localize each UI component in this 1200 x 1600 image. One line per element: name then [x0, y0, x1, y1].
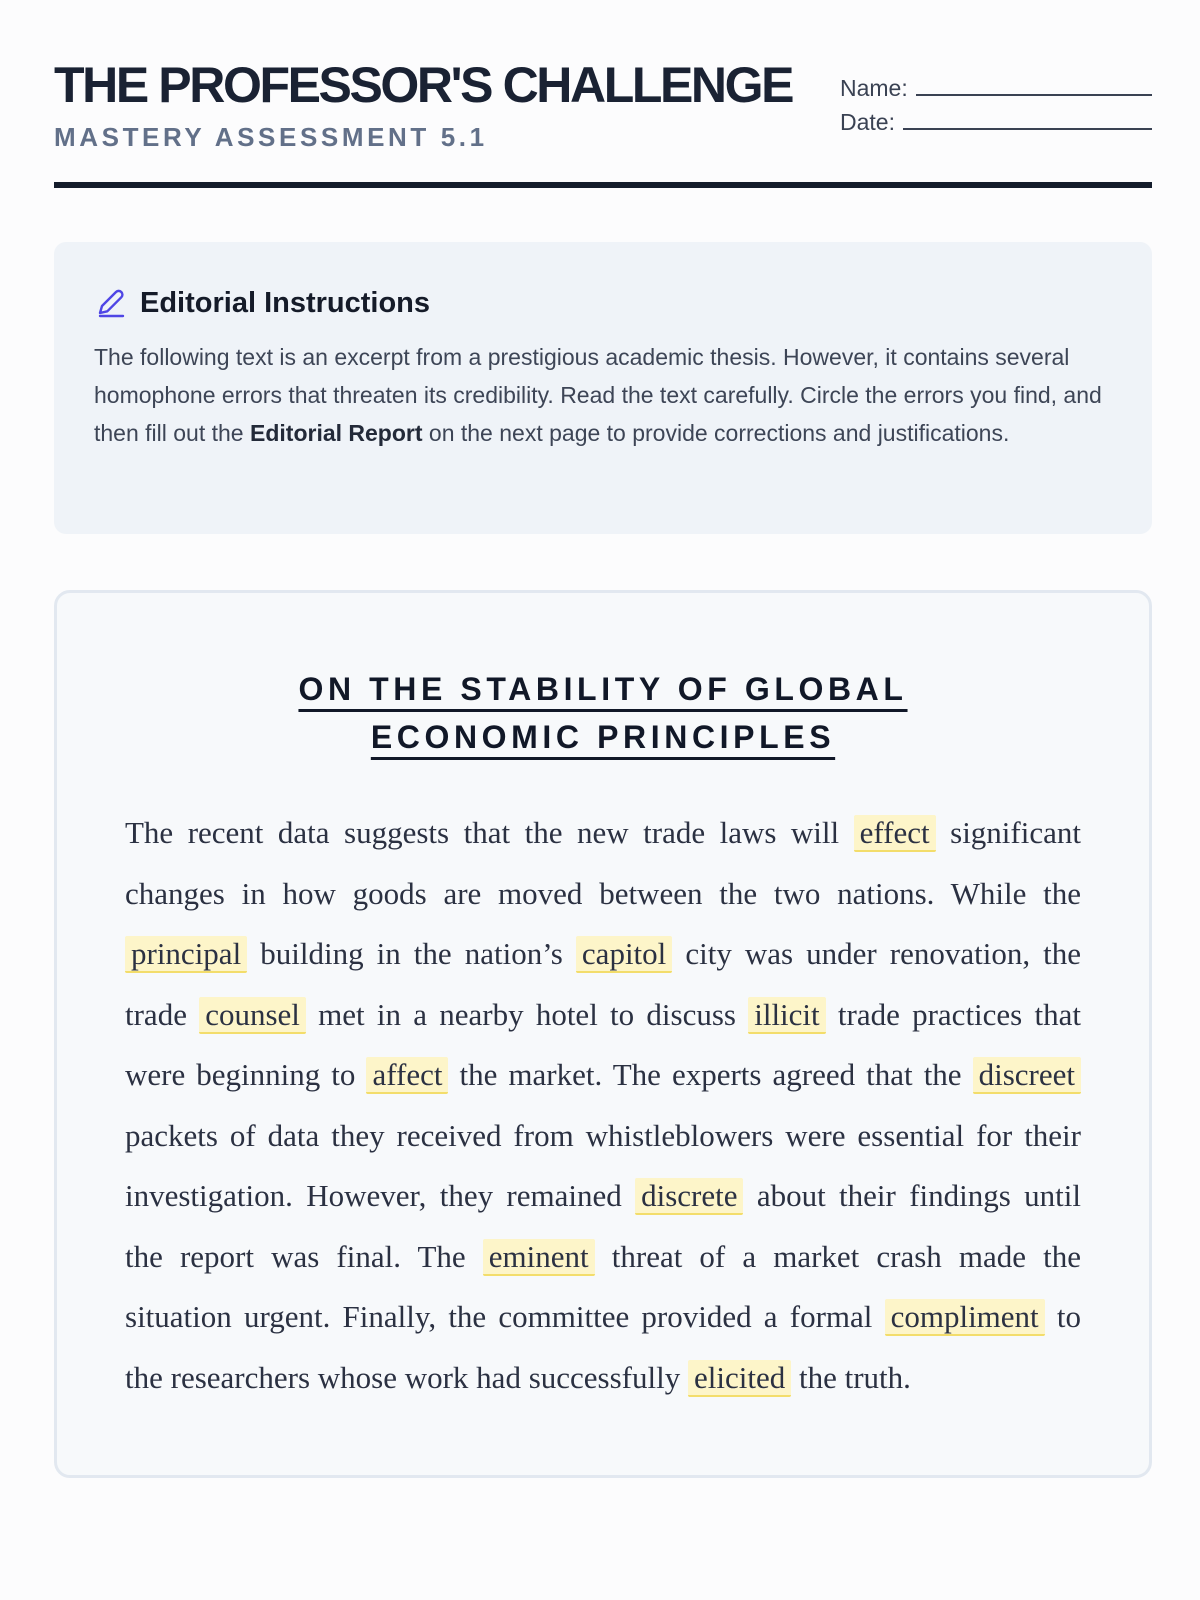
passage-text-segment: The recent data suggests that the new trade laws will: [125, 815, 854, 850]
passage-text-segment: to the researchers whose work had successfully: [125, 1299, 1081, 1395]
highlighted-word[interactable]: elicited: [688, 1360, 791, 1397]
passage-title: ON THE STABILITY OF GLOBAL ECONOMIC PRINCIPLES: [298, 671, 908, 755]
instructions-header: [94, 286, 1112, 320]
name-row: [834, 68, 1152, 102]
editorial-report-reference: Editorial Report: [250, 420, 423, 446]
passage-text-segment: building in the nation’s: [247, 936, 576, 971]
pen-icon: [94, 286, 128, 320]
date-field[interactable]: [903, 128, 1152, 130]
highlighted-word[interactable]: effect: [854, 815, 936, 852]
passage-text-segment: trade practices that were beginning to: [125, 996, 1081, 1092]
passage-text: [125, 803, 1081, 1408]
highlighted-word[interactable]: principal: [125, 936, 247, 973]
passage-text-segment: met in a nearby hotel to discuss: [305, 996, 749, 1032]
page-subtitle: MASTERY ASSESSMENT 5.1: [54, 122, 488, 152]
instructions-text: [94, 338, 1112, 452]
passage-text-segment: the market. The experts agreed that the: [448, 1057, 973, 1092]
student-info: [834, 68, 1152, 136]
passage-text-segment: about their findings until the report was final. The: [125, 1178, 1081, 1274]
highlighted-word[interactable]: illicit: [748, 997, 825, 1034]
highlighted-word[interactable]: capitol: [576, 936, 672, 973]
date-label: Date:: [840, 109, 895, 135]
highlighted-word[interactable]: affect: [366, 1057, 448, 1094]
highlighted-word[interactable]: counsel: [199, 997, 306, 1034]
passage-text-segment: threat of a market crash made the situation urgent. Finally, the committee provided a formal: [125, 1238, 1081, 1334]
passage-card: [54, 590, 1152, 1478]
instructions-panel: [54, 242, 1152, 534]
highlighted-word[interactable]: discrete: [635, 1178, 743, 1215]
passage-text-segment: city was under renovation, the trade: [125, 936, 1081, 1032]
passage-title-wrap: [57, 665, 1149, 761]
worksheet-header: [54, 56, 1152, 188]
passage-text-segment: significant changes in how goods are moved between the two nations. While the: [125, 815, 1081, 911]
instructions-title: Editorial Instructions: [140, 286, 431, 319]
highlighted-word[interactable]: compliment: [885, 1299, 1045, 1336]
passage-text-segment: packets of data they received from whistleblowers were essential for their investigation. However, they remained: [125, 1117, 1081, 1213]
highlighted-word[interactable]: discreet: [973, 1057, 1081, 1094]
page-title: THE PROFESSOR'S CHALLENGE: [54, 57, 793, 113]
highlighted-word[interactable]: eminent: [483, 1239, 595, 1276]
passage-text-segment: the truth.: [791, 1359, 911, 1395]
instructions-text-part: The following text is an excerpt from a prestigious academic thesis. However, it contains several homophone errors that threaten its credibility. Read the text carefully. Circle the errors you find, and then fill out the: [94, 344, 1102, 446]
instructions-text-part: on the next page to provide corrections and justifications.: [422, 420, 1010, 446]
name-field[interactable]: [916, 94, 1152, 96]
name-label: Name:: [840, 75, 908, 101]
date-row: [834, 102, 1152, 136]
